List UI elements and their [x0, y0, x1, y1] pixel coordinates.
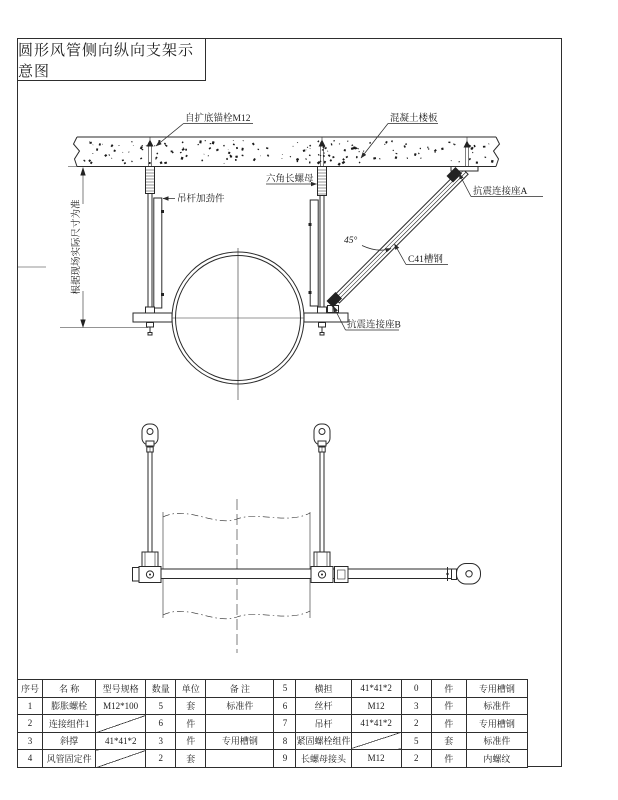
bom-cell: 5 [401, 732, 431, 750]
bom-cell [206, 750, 274, 768]
bom-cell: 备 注 [206, 680, 274, 698]
bom-cell: M12*100 [96, 697, 146, 715]
duct-break-bottom [163, 611, 310, 619]
concrete-speckles [83, 140, 493, 166]
clamp-ear-right [304, 313, 348, 322]
duct-break-top [163, 513, 310, 521]
label-angle: 45° [344, 236, 358, 246]
bom-cell: 膨胀螺栓 [43, 697, 96, 715]
bom-cell: 套 [176, 750, 206, 768]
bom-cell: 件 [431, 750, 466, 768]
hanger-rod [148, 194, 152, 314]
label-seat-a: 抗震连接座A [473, 187, 528, 197]
concrete-slab [74, 137, 500, 167]
rod-stiffener [154, 198, 162, 308]
bom-cell: 6 [146, 715, 176, 733]
bom-cell: 41*41*2 [351, 715, 401, 733]
label-slab: 混凝土楼板 [390, 114, 438, 124]
bom-cell: 41*41*2 [351, 680, 401, 698]
bom-cell: 连接组件1 [43, 715, 96, 733]
hanger-rod [320, 196, 324, 308]
bom-cell: 4 [18, 750, 43, 768]
bom-cell: 专用槽钢 [466, 680, 527, 698]
bom-cell: 件 [431, 697, 466, 715]
bom-cell: 件 [176, 732, 206, 750]
bom-cell: 横担 [296, 680, 351, 698]
callouts [156, 112, 543, 331]
bom-cell: 专用槽钢 [466, 715, 527, 733]
bom-cell: 41*41*2 [96, 732, 146, 750]
bom-cell: 斜撑 [43, 732, 96, 750]
bom-cell: 1 [18, 697, 43, 715]
label-channel: C41槽钢 [408, 255, 443, 265]
duct-sides [163, 512, 310, 618]
bom-cell: 套 [176, 697, 206, 715]
dimension-note: 根据现场实际尺寸为准 [72, 199, 82, 295]
bom-cell: 3 [401, 697, 431, 715]
bom-cell-na [96, 715, 146, 733]
bom-cell: 8 [274, 732, 296, 750]
bom-cell: 3 [18, 732, 43, 750]
bom-row [18, 732, 528, 750]
label-stiffener: 吊杆加劲件 [177, 194, 225, 205]
bom-cell: 件 [176, 715, 206, 733]
cross-bar [139, 569, 456, 579]
end-connector [457, 564, 481, 585]
bom-cell: 套 [431, 732, 466, 750]
bom-cell: 内螺纹 [466, 750, 527, 768]
bom-cell: 0 [401, 680, 431, 698]
bom-cell: 紧固螺栓组件 [296, 732, 351, 750]
bom-cell: M12 [351, 750, 401, 768]
left-hanger [146, 138, 165, 336]
bom-cell: 6 [274, 697, 296, 715]
dimension-line [60, 167, 148, 329]
title-box [17, 38, 206, 81]
bom-row [18, 680, 528, 698]
bom-cell-na [96, 750, 146, 768]
diagonal-brace [327, 138, 479, 314]
bom-cell: 名 称 [43, 680, 96, 698]
bom-row [18, 697, 528, 715]
bom-cell: 3 [146, 732, 176, 750]
bom-cell: 型号规格 [96, 680, 146, 698]
bom-cell: 标准件 [206, 697, 274, 715]
label-seat-b: 抗震连接座B [347, 320, 401, 331]
bom-cell: 9 [274, 750, 296, 768]
middle-hanger [309, 138, 327, 336]
bom-cell: 数量 [146, 680, 176, 698]
bom-row [18, 750, 528, 768]
bom-cell [206, 715, 274, 733]
plan-view [133, 424, 481, 653]
bom-cell: M12 [351, 697, 401, 715]
bom-cell: 风管固定件 [43, 750, 96, 768]
bom-cell: 序号 [18, 680, 43, 698]
drawing-title: 圆形风管侧向纵向支架示意图 [18, 42, 195, 80]
bom-cell: 标准件 [466, 697, 527, 715]
bom-cell: 标准件 [466, 732, 527, 750]
bom-row [18, 715, 528, 733]
bom-cell: 2 [401, 715, 431, 733]
bom-cell: 5 [274, 680, 296, 698]
bom-cell: 2 [146, 750, 176, 768]
bom-cell: 长螺母接头 [296, 750, 351, 768]
rod-stiffener [310, 200, 318, 306]
bom-cell: 丝杆 [296, 697, 351, 715]
bom-cell: 件 [431, 715, 466, 733]
bom-cell: 件 [431, 680, 466, 698]
bom-cell: 2 [18, 715, 43, 733]
label-long-nut: 六角长螺母 [266, 174, 314, 185]
bom-cell-na [351, 732, 401, 750]
bom-table [17, 679, 528, 768]
bom-cell: 7 [274, 715, 296, 733]
bom-cell: 单位 [176, 680, 206, 698]
clamp-ear-left [133, 313, 172, 322]
centerlines [166, 248, 310, 400]
label-anchor-bolt: 自扩底锚栓M12 [185, 114, 251, 124]
bom-cell: 吊杆 [296, 715, 351, 733]
bom-cell: 5 [146, 697, 176, 715]
bom-cell: 2 [401, 750, 431, 768]
bom-cell: 专用槽钢 [206, 732, 274, 750]
